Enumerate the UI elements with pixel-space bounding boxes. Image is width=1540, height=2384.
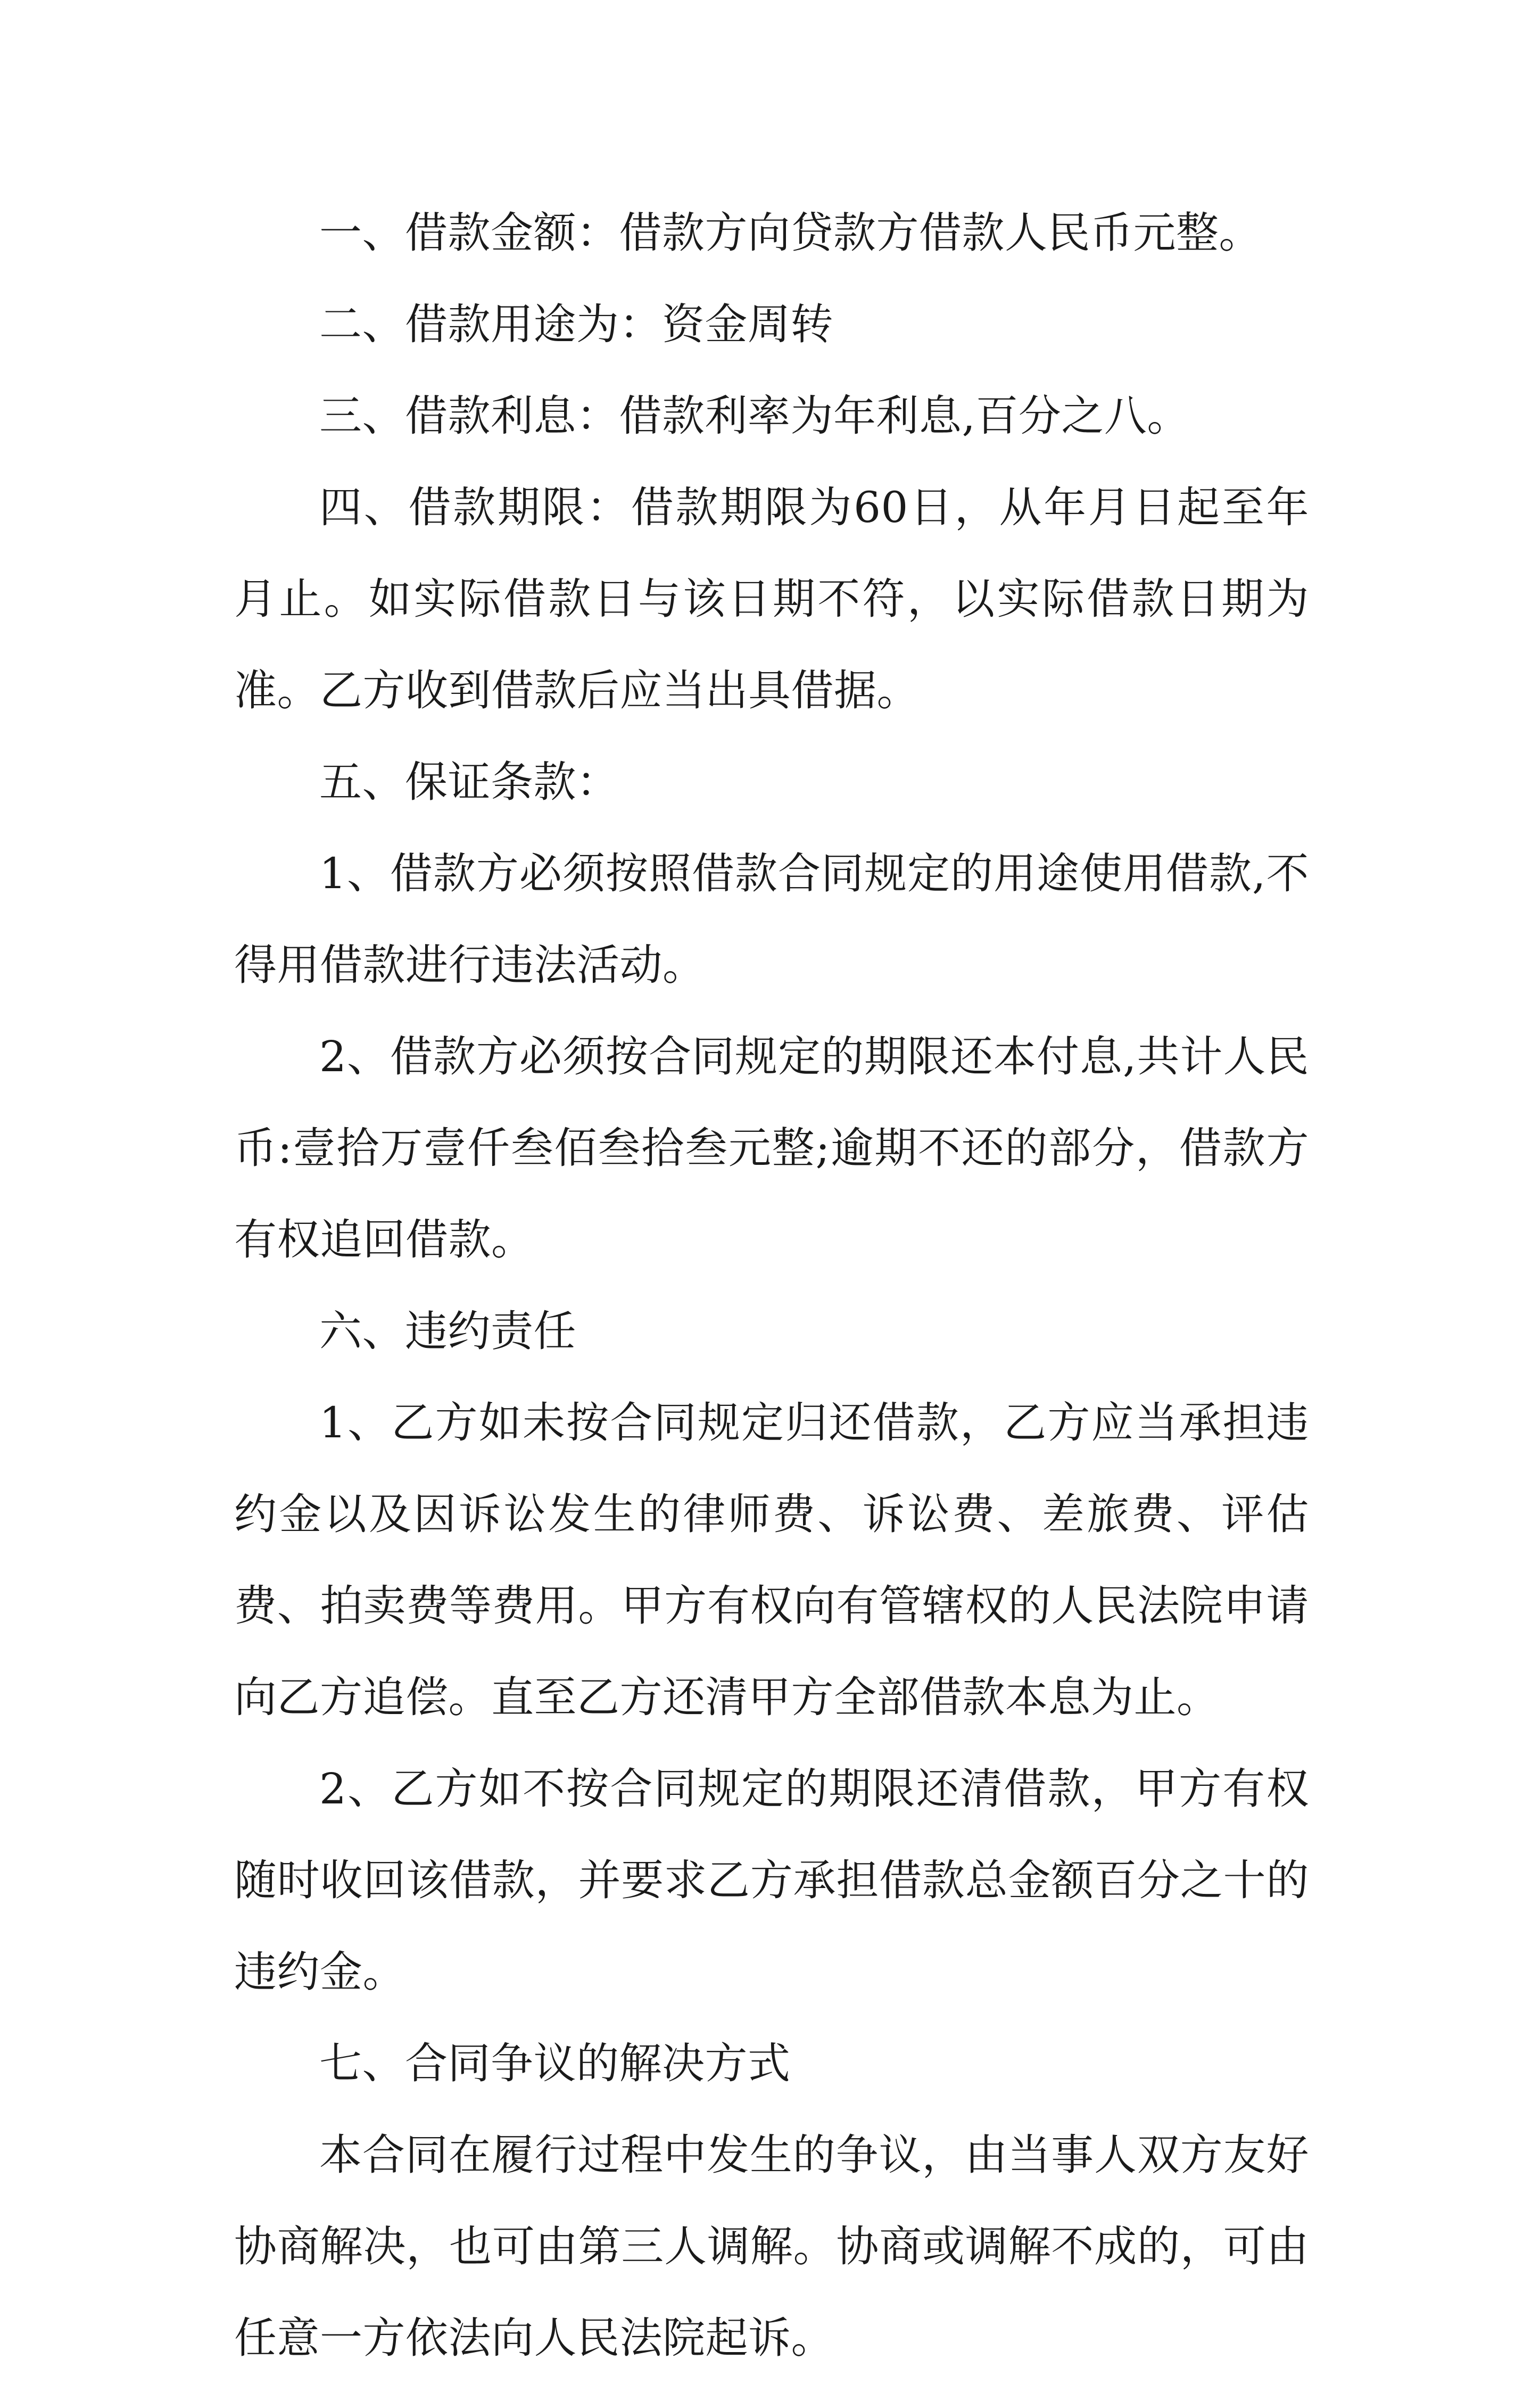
clause-dispute-heading: 七、合同争议的解决方式 xyxy=(319,2039,791,2088)
clause-liability-heading: 六、违约责任 xyxy=(319,1306,576,1356)
clause-liability-item-1: 1、乙方如未按合同规定归还借款，乙方应当承担违约金以及因诉讼发生的律师费、诉讼费、差旅费、评估费、拍卖费等费用。甲方有权向有管辖权的人民法院申请向乙方追偿。直至乙方还清甲方全部借款本息为止。 xyxy=(234,1398,1309,1722)
clause-loan-interest: 三、借款利息：借款利率为年利息,百分之八。 xyxy=(319,391,1190,441)
clause-guarantee-heading: 五、保证条款： xyxy=(319,757,619,807)
clause-guarantee-item-1: 1、借款方必须按照借款合同规定的用途使用借款,不得用借款进行违法活动。 xyxy=(234,849,1309,990)
clause-liability-item-2: 2、乙方如不按合同规定的期限还清借款，甲方有权随时收回该借款，并要求乙方承担借款总金额百分之十的违约金。 xyxy=(234,1764,1309,1997)
clause-loan-amount: 一、借款金额：借款方向贷款方借款人民币元整。 xyxy=(319,208,1262,258)
contract-body xyxy=(234,187,1309,2384)
clause-guarantee-item-2: 2、借款方必须按合同规定的期限还本付息,共计人民币:壹拾万壹仟叁佰叁拾叁元整;逾期不还的部分，借款方有权追回借款。 xyxy=(234,1032,1309,1264)
clause-dispute-body: 本合同在履行过程中发生的争议，由当事人双方友好协商解决，也可由第三人调解。协商或调解不成的，可由任意一方依法向人民法院起诉。 xyxy=(234,2130,1309,2363)
clause-loan-purpose: 二、借款用途为：资金周转 xyxy=(319,300,833,349)
clause-loan-term: 四、借款期限：借款期限为60日，从年月日起至年月止。如实际借款日与该日期不符，以实际借款日期为准。乙方收到借款后应当出具借据。 xyxy=(234,483,1309,715)
